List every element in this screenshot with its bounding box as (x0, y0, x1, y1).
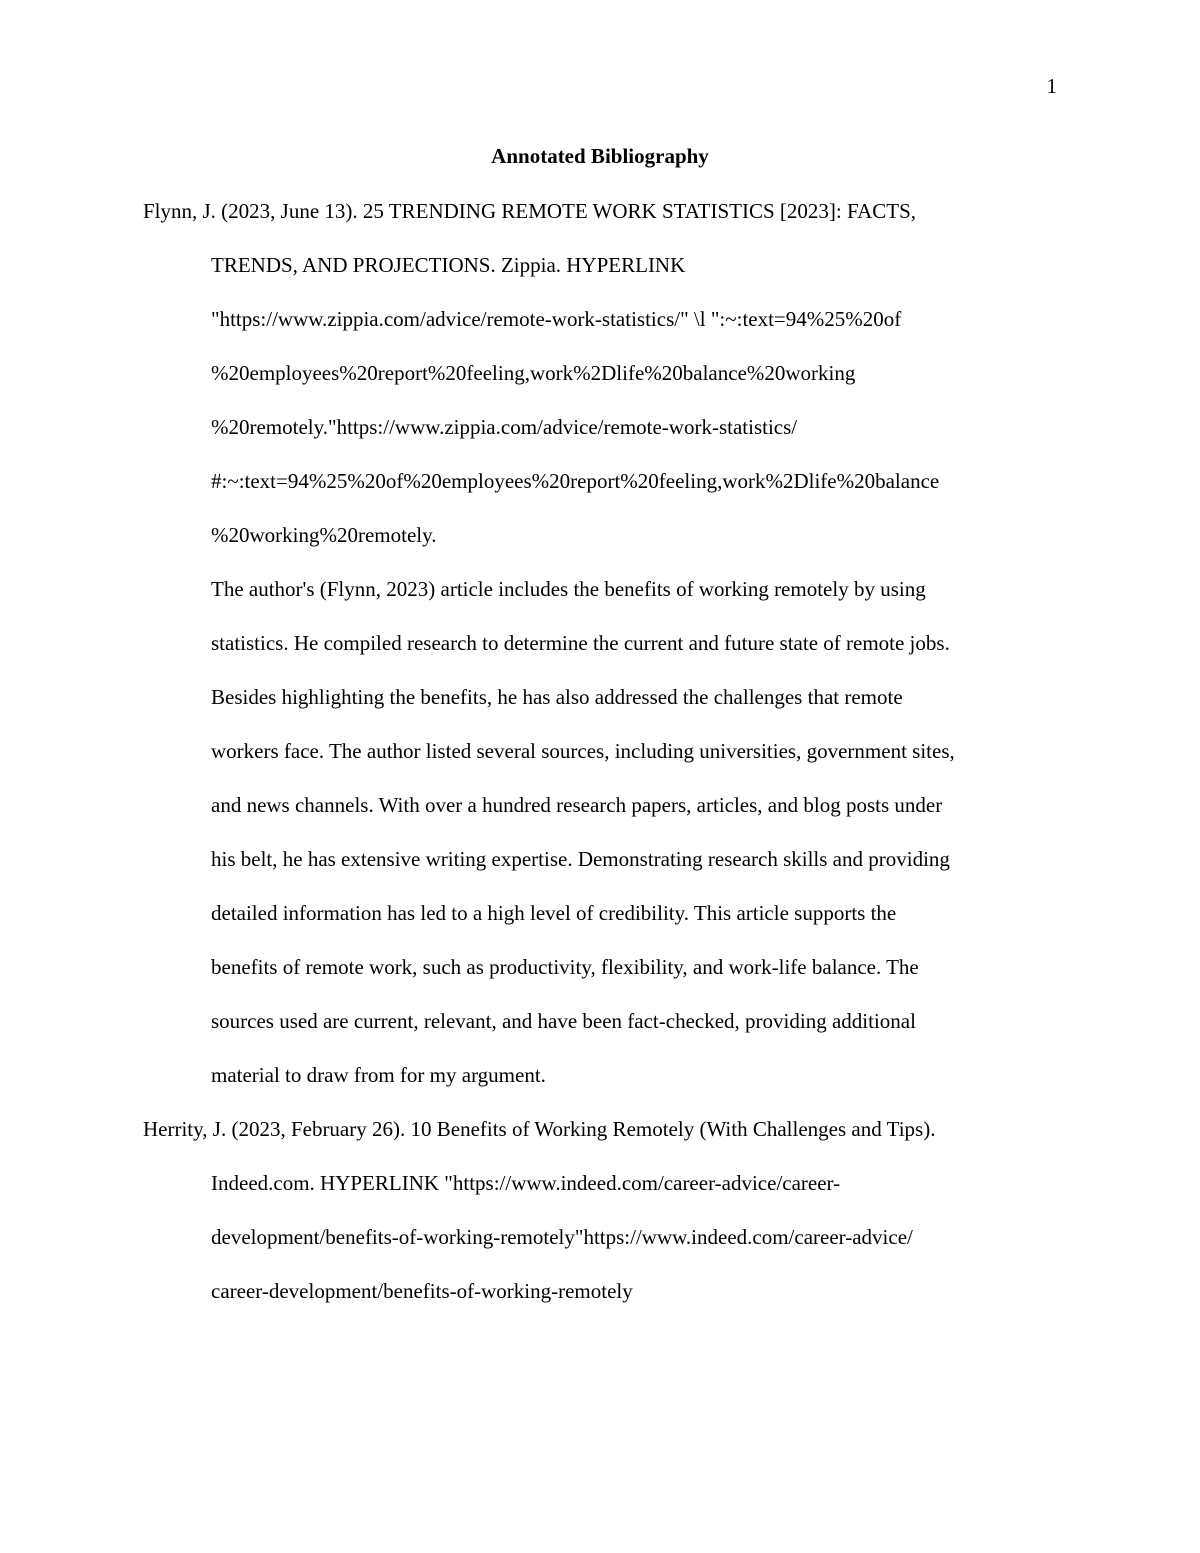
annotation-line: and news channels. With over a hundred research papers, articles, and blog posts under (211, 793, 943, 817)
annotation-line: material to draw from for my argument. (211, 1063, 546, 1087)
citation-line: Flynn, J. (2023, June 13). 25 TRENDING REMOTE WORK STATISTICS [2023]: FACTS, (143, 199, 917, 223)
citation-url-line[interactable]: career-development/benefits-of-working-remotely (211, 1279, 633, 1303)
annotation-line: detailed information has led to a high level of credibility. This article supports the (211, 901, 897, 925)
annotation-line: benefits of remote work, such as productivity, flexibility, and work-life balance. The (211, 955, 919, 979)
citation-url-line[interactable]: %20remotely."https://www.zippia.com/advice/remote-work-statistics/ (211, 415, 798, 439)
page-number: 1 (1046, 74, 1057, 98)
annotation-line: his belt, he has extensive writing expertise. Demonstrating research skills and providing (211, 847, 950, 871)
citation-url-line[interactable]: %20employees%20report%20feeling,work%2Dlife%20balance%20working (211, 361, 856, 385)
citation-url-line[interactable]: Indeed.com. HYPERLINK "https://www.indeed.com/career-advice/career- (211, 1171, 841, 1195)
citation-line: TRENDS, AND PROJECTIONS. Zippia. HYPERLINK (211, 253, 686, 277)
citation-url-line[interactable]: #:~:text=94%25%20of%20employees%20report%20feeling,work%2Dlife%20balance (211, 469, 940, 493)
annotation-line: The author's (Flynn, 2023) article includes the benefits of working remotely by using (211, 577, 926, 601)
annotation-line: workers face. The author listed several sources, including universities, government sites, (211, 739, 955, 763)
annotation-line: sources used are current, relevant, and have been fact-checked, providing additional (211, 1009, 916, 1033)
document-title: Annotated Bibliography (491, 144, 709, 168)
citation-url-line[interactable]: %20working%20remotely. (211, 523, 437, 547)
citation-url-line[interactable]: "https://www.zippia.com/advice/remote-work-statistics/" \l ":~:text=94%25%20of (211, 307, 902, 331)
annotation-line: statistics. He compiled research to determine the current and future state of remote jobs. (211, 631, 950, 655)
annotation-line: Besides highlighting the benefits, he has also addressed the challenges that remote (211, 685, 903, 709)
citation-url-line[interactable]: development/benefits-of-working-remotely"https://www.indeed.com/career-advice/ (211, 1225, 913, 1249)
citation-line: Herrity, J. (2023, February 26). 10 Benefits of Working Remotely (With Challenges and Tips). (143, 1117, 936, 1141)
